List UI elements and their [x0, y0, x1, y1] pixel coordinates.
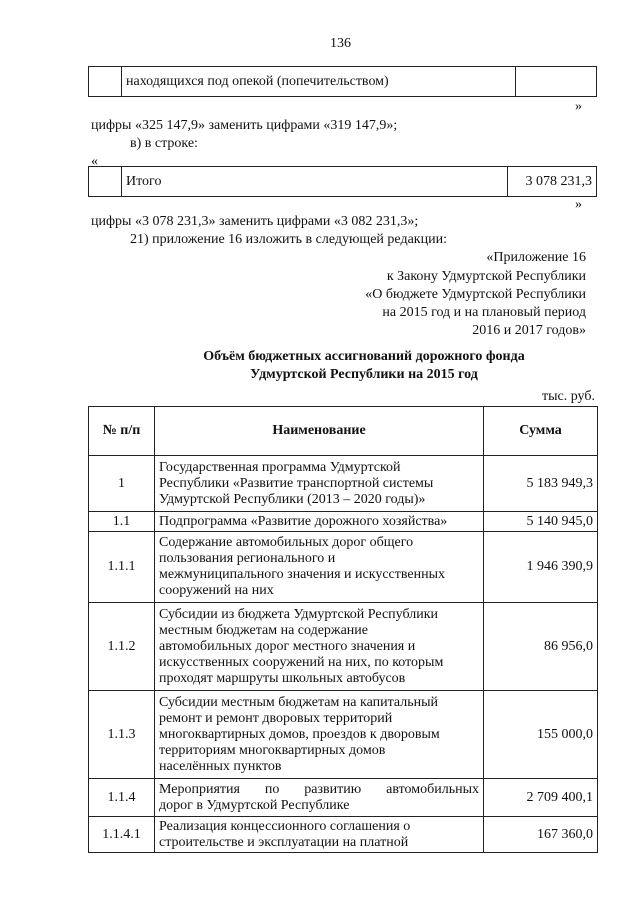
row-sum: 167 360,0 [484, 817, 598, 853]
row-name-line: строительстве и эксплуатации на платной [159, 834, 409, 850]
row-name-line: Субсидии из бюджета Удмуртской Республики [159, 606, 439, 622]
row-name-line: многоквартирных домов, проездов к дворовым [159, 726, 440, 742]
row-name [155, 532, 484, 603]
row-name [155, 817, 484, 853]
header-num: № п/п [89, 407, 155, 456]
appendix-line-3: «О бюджете Удмуртской Республики [365, 287, 586, 302]
row-name-line: сооружений на них [159, 583, 274, 598]
appendix-line-1: «Приложение 16 [486, 250, 586, 265]
fragment-cell-name: Итого [122, 167, 508, 197]
row-name-line: автомобильных дорог местного значения и [159, 638, 416, 654]
row-num: 1.1.4 [89, 779, 155, 817]
fragment-cell-text: находящихся под опекой (попечительством) [122, 67, 516, 97]
row-name [155, 456, 484, 512]
units-label: тыс. руб. [542, 389, 595, 404]
table-header-row [89, 407, 598, 456]
row-num: 1.1.4.1 [89, 817, 155, 853]
replace-instruction-2: цифры «3 078 231,3» заменить цифрами «3 082 231,3»; [91, 214, 419, 229]
row-num: 1.1.3 [89, 691, 155, 779]
row-name-line: Республики «Развитие транспортной системы [159, 475, 434, 491]
row-name-line: пользования регионального и [159, 551, 336, 566]
table-row [89, 532, 598, 603]
row-name-line: искусственных сооружений на них, по которым [159, 654, 444, 670]
appendix-line-5: 2016 и 2017 годов» [472, 323, 586, 338]
appendix-line-4: на 2015 год и на плановый период [382, 305, 586, 320]
table-row [89, 603, 598, 691]
fragment-table-2 [88, 166, 597, 197]
row-sum: 86 956,0 [484, 603, 598, 691]
table-row [89, 779, 598, 817]
close-quote: » [575, 99, 582, 114]
table-row [89, 691, 598, 779]
row-sum: 2 709 400,1 [484, 779, 598, 817]
row-name-line: Подпрограмма «Развитие дорожного хозяйства» [159, 513, 448, 529]
appendix-line-2: к Закону Удмуртской Республики [386, 269, 586, 284]
fragment-cell-empty [516, 67, 597, 97]
row-sum: 5 183 949,3 [484, 456, 598, 512]
table-title-line-2: Удмуртской Республики на 2015 год [250, 367, 478, 382]
row-name-line: Государственная программа Удмуртской [159, 459, 401, 475]
header-name: Наименование [155, 407, 484, 456]
row-num: 1.1 [89, 512, 155, 532]
row-sum: 155 000,0 [484, 691, 598, 779]
item-v-heading: в) в строке: [130, 136, 198, 151]
row-sum: 5 140 945,0 [484, 512, 598, 532]
page-number: 136 [330, 36, 351, 51]
row-name-line: ремонт и ремонт дворовых территорий [159, 710, 393, 726]
row-name-line: Удмуртской Республики (2013 – 2020 годы)» [159, 491, 426, 507]
row-name [155, 691, 484, 779]
budget-table [88, 406, 598, 853]
row-name-line: Мероприятия по развитию автомобильных [159, 781, 479, 797]
row-name-line: местным бюджетам на содержание [159, 622, 369, 638]
close-quote: » [575, 197, 582, 212]
row-num: 1 [89, 456, 155, 512]
header-sum: Сумма [484, 407, 598, 456]
table-row [89, 456, 598, 512]
row-name [155, 779, 484, 817]
row-num: 1.1.1 [89, 532, 155, 603]
row-name-line: территориям многоквартирных домов [159, 742, 386, 758]
table-row [89, 512, 598, 532]
row-sum: 1 946 390,9 [484, 532, 598, 603]
fragment-cell-value: 3 078 231,3 [508, 167, 597, 197]
table-row [89, 817, 598, 853]
item-21-heading: 21) приложение 16 изложить в следующей редакции: [130, 232, 447, 247]
replace-instruction-1: цифры «325 147,9» заменить цифрами «319 147,9»; [91, 118, 398, 133]
row-name [155, 512, 484, 532]
row-name-line: проходят маршруты школьных автобусов [159, 670, 406, 686]
open-quote: « [91, 154, 98, 169]
row-name-line: населённых пунктов [159, 758, 282, 774]
row-name-line: Реализация концессионного соглашения о [159, 818, 411, 834]
row-name [155, 603, 484, 691]
table-title-line-1: Объём бюджетных ассигнований дорожного фонда [203, 349, 525, 364]
row-num: 1.1.2 [89, 603, 155, 691]
fragment-table-1 [88, 66, 597, 97]
row-name-line: Субсидии местным бюджетам на капитальный [159, 694, 439, 710]
row-name-line: Содержание автомобильных дорог общего [159, 535, 414, 550]
row-name-line: межмуниципального значения и искусственных [159, 567, 445, 582]
row-name-line: дорог в Удмуртской Республике [159, 797, 350, 813]
fragment-cell-empty [89, 167, 122, 197]
fragment-cell-empty [89, 67, 122, 97]
